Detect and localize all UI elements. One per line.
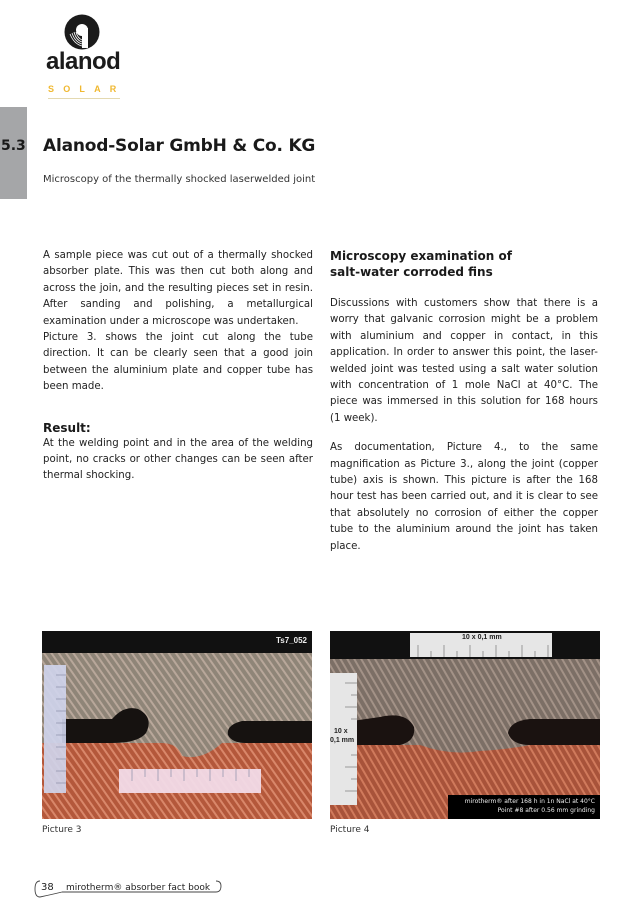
right-paragraph-2: As documentation, Picture 4., to the same magnification as Picture 3., along the joint (copper tube) axis is shown. This picture is after the 168 hour test has been carried out, and it is clear to see that absolutely no corrosion of either the copper tube to the aluminium around the joint has taken place. — [330, 442, 598, 552]
left-paragraph-2: Picture 3. shows the joint cut along the tube direction. It can be clearly seen that a good join between the aluminium plate and copper tube has been made. — [43, 332, 313, 393]
picture-4-top-scale-label: 10 x 0,1 mm — [462, 634, 502, 641]
logo-wordmark: alanod — [46, 48, 121, 75]
picture-4-left-scale-label-1: 10 x — [334, 728, 348, 735]
logo-subtitle: SOLAR — [48, 84, 126, 94]
alanod-swirl-icon — [64, 14, 100, 50]
result-text: At the welding point and in the area of the welding point, no cracks or other changes can be seen after thermal shocking. — [43, 437, 313, 482]
right-column — [330, 248, 598, 555]
footer-book-title: mirotherm® absorber fact book — [66, 883, 211, 893]
left-paragraph-1: A sample piece was cut out of a thermally shocked absorber plate. This was then cut both along and across the join, and the resulting pieces set in resin. After sanding and polishing, a metallurgical examination under a microscope was undertaken. — [43, 250, 313, 327]
micrograph-4-image — [330, 631, 600, 819]
section-number: 5.3 — [1, 138, 26, 154]
picture-3-label: Ts7_052 — [276, 636, 307, 645]
page-subtitle: Microscopy of the thermally shocked laserwelded joint — [43, 174, 316, 185]
alanod-solar-logo — [44, 14, 126, 94]
picture-3-micrograph — [42, 631, 312, 819]
result-heading: Result: — [43, 420, 91, 435]
right-heading-line-1: Microscopy examination of — [330, 249, 512, 263]
picture-4-left-scale-label-2: 0,1 mm — [330, 737, 355, 744]
left-column — [43, 248, 313, 485]
page-footer — [34, 880, 222, 896]
picture-4-micrograph — [330, 631, 600, 819]
picture-4-note-line-2: Point #8 after 0.56 mm grinding — [497, 807, 595, 814]
page-number: 38 — [41, 882, 54, 893]
picture-4-caption: Picture 4 — [330, 825, 370, 835]
page-title: Alanod-Solar GmbH & Co. KG — [43, 136, 316, 156]
right-heading-line-2: salt-water corroded fins — [330, 265, 493, 279]
micrograph-3-image — [42, 631, 312, 819]
right-paragraph-1: Discussions with customers show that there is a worry that galvanic corrosion might be a problem with aluminium and copper in contact, in this application. In order to answer this point, the laser-welded joint was tested using a salt water solution with concentration of 1 mole NaCl at 40°C. The piece was immersed in this solution for 168 hours (1 week). — [330, 298, 598, 424]
picture-3-caption: Picture 3 — [42, 825, 82, 835]
picture-4-note-line-1: mirotherm® after 168 h in 1n NaCl at 40°C — [464, 798, 595, 805]
logo-divider — [48, 98, 120, 99]
